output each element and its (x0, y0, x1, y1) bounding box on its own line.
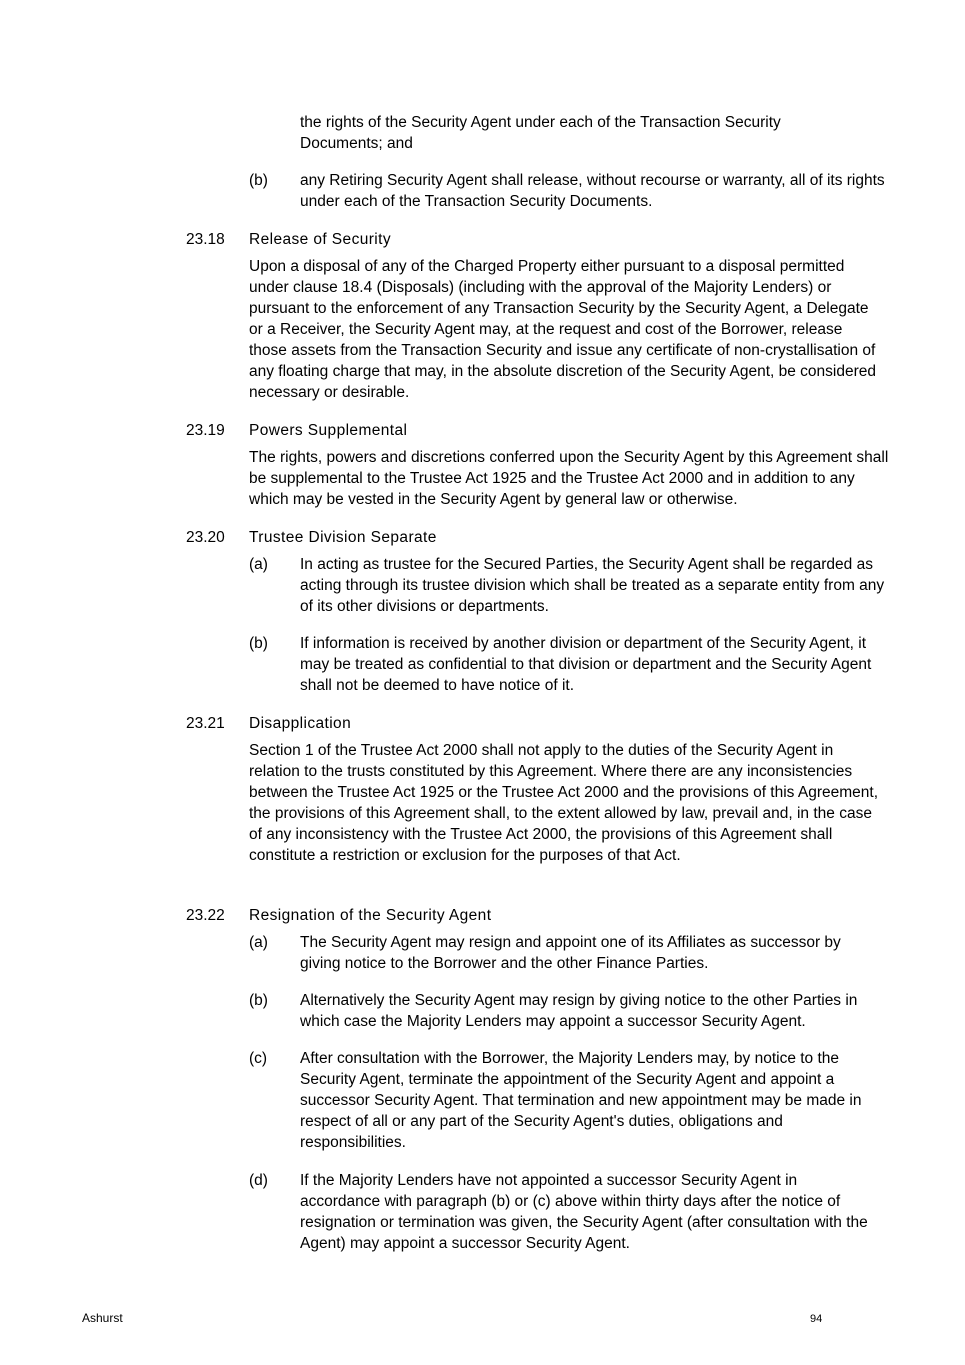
footer-firm-name: Ashurst (82, 1311, 123, 1325)
item-text: If information is received by another division or department of the Security Agent, it may be treated as confidential to that division or department and the Security Agent shall not be deemed to have notice of it. (300, 635, 872, 694)
clause-heading: Resignation of the Security Agent (249, 907, 492, 924)
item-label: (b) (249, 172, 268, 189)
clause-heading: Disapplication (249, 715, 352, 732)
item-text: Alternatively the Security Agent may resign by giving notice to the other Parties in which case the Majority Lenders may appoint a successor Security Agent. (300, 992, 858, 1030)
clause-number: 23.20 (186, 529, 225, 546)
clause-heading: Powers Supplemental (249, 422, 408, 439)
continuation-text: the rights of the Security Agent under each of the Transaction Security Documents; and (300, 114, 781, 152)
item-label: (b) (249, 992, 268, 1009)
item-text: In acting as trustee for the Secured Parties, the Security Agent shall be regarded as acting through its trustee division which shall be treated as a separate entity from any of its other divisions or departments. (300, 556, 885, 615)
item-label: (c) (249, 1050, 268, 1067)
item-label: (d) (249, 1172, 268, 1189)
item-text: If the Majority Lenders have not appointed a successor Security Agent in accordance with paragraph (b) or (c) above within thirty days after the notice of resignation or termination was given, the Security Agent (after consultation with the Agent) may appoint a successor Security Agent. (300, 1172, 868, 1252)
item-text: After consultation with the Borrower, the Majority Lenders may, by notice to the Security Agent, terminate the appointment of the Security Agent and appoint a successor Security Agent. That termination and new appointment may be made in respect of all or any part of the Security Agent's duties, obligations and responsibilities. (300, 1050, 862, 1151)
clause-number: 23.22 (186, 907, 225, 924)
item-label: (a) (249, 556, 268, 573)
item-label: (b) (249, 635, 268, 652)
item-text: any Retiring Security Agent shall release, without recourse or warranty, all of its rights under each of the Transaction Security Documents. (300, 172, 885, 210)
clause-number: 23.18 (186, 231, 225, 248)
item-label: (a) (249, 934, 268, 951)
clause-heading: Trustee Division Separate (249, 529, 437, 546)
clause-body: Upon a disposal of any of the Charged Property either pursuant to a disposal permitted under clause 18.4 (Disposals) (including with the approval of the Majority Lenders) or pursuant to the enforcement of any Transaction Security by the Security Agent, a Delegate or a Receiver, the Security Agent may, at the request and cost of the Borrower, release those assets from the Transaction Security and issue any certificate of non-crystallisation of any floating charge that may, in the absolute discretion of the Security Agent, be considered necessary or desirable. (249, 258, 876, 401)
clause-body: The rights, powers and discretions conferred upon the Security Agent by this Agreement shall be supplemental to the Trustee Act 1925 and the Trustee Act 2000 and in addition to any which may be vested in the Security Agent by general law or otherwise. (249, 449, 889, 508)
clause-body: Section 1 of the Trustee Act 2000 shall not apply to the duties of the Security Agent in relation to the trusts constituted by this Agreement. Where there are any inconsistencies between the Trustee Act 1925 or the Trustee Act 2000 and the provisions of this Agreement, the provisions of this Agreement shall, to the extent allowed by law, prevail and, in the case of any inconsistency with the Trustee Act 2000, the provisions of this Agreement shall constitute a restriction or exclusion for the purposes of that Act. (249, 742, 879, 864)
page-number: 94 (810, 1313, 823, 1325)
clause-heading: Release of Security (249, 231, 391, 248)
clause-number: 23.21 (186, 715, 225, 732)
item-text: The Security Agent may resign and appoint one of its Affiliates as successor by giving notice to the Borrower and the other Finance Parties. (300, 934, 841, 972)
clause-number: 23.19 (186, 422, 225, 439)
